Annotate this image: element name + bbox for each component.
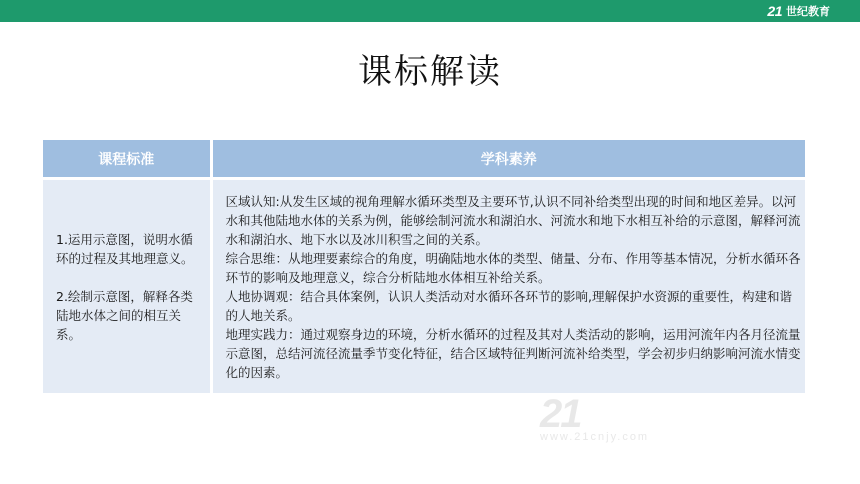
- literacy-integrated-thinking: 综合思维：从地理要素综合的角度，明确陆地水体的类型、储量、分布、作用等基本情况，分析水循环各环节的影响及地理意义，综合分析陆地水体相互补给关系。: [225, 250, 801, 285]
- watermark-url: www.21cnjy.com: [540, 431, 650, 443]
- table-header-row: [43, 140, 805, 179]
- literacy-human-earth-coordination: 人地协调观：结合具体案例，认识人类活动对水循环各环节的影响,理解保护水资源的重要性，构建和谐的人地关系。: [225, 288, 792, 323]
- watermark-mark: 21: [540, 392, 581, 436]
- table-row: [43, 179, 805, 394]
- brand-logo-name: 世纪教育: [786, 6, 830, 18]
- brand-logo-mark: 21: [767, 3, 782, 19]
- watermark-logo: [540, 392, 840, 452]
- header-subject-literacy: 学科素养: [211, 140, 805, 179]
- literacy-regional-cognition: 区域认知:从发生区域的视角理解水循环类型及主要环节,认识不同补给类型出现的时间和地区差异。以河水和其他陆地水体的关系为例，能够绘制河流水和湖泊水、河流水和地下水相互补给的示意图，解释河流水和湖泊水、地下水以及冰川积雪之间的关系。: [225, 193, 801, 247]
- top-banner: [0, 0, 860, 22]
- brand-logo: [767, 2, 830, 20]
- literacy-geographic-practice: 地理实践力：通过观察身边的环境，分析水循环的过程及其对人类活动的影响，运用河流年内各月径流量示意图，总结河流径流量季节变化特征，结合区域特征判断河流补给类型，学会初步归纳影响河流水情变化的因素。: [225, 326, 801, 380]
- literacy-cell: [211, 179, 805, 394]
- standard-item: 2.绘制示意图，解释各类陆地水体之间的相互关系。: [56, 288, 193, 342]
- header-curriculum-standard: 课程标准: [43, 140, 211, 179]
- standards-cell: [43, 179, 211, 394]
- slide-title: 课标解读: [358, 52, 502, 92]
- standard-item: 1.运用示意图，说明水循环的过程及其地理意义。: [56, 231, 194, 266]
- curriculum-table: [43, 140, 805, 393]
